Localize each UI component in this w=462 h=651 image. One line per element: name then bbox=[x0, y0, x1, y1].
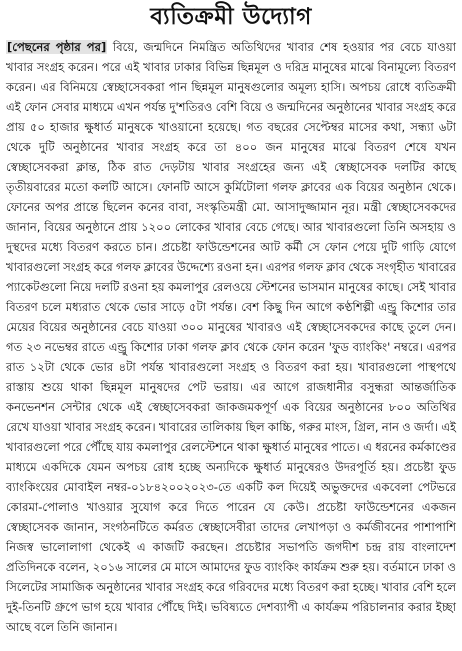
article-body-text: বিয়ে, জন্মদিনে নিমন্ত্রিত অতিথিদের খাবার শেষ হওয়ার পর বেচে যাওয়া খাবার সংগ্রহ করেন। পরে এই খাবার ঢাকার বিভিন্ন ছিন্নমূল ও দরিদ্র মানুষের মাঝে বিনামূল্যে বিতরণ করেন। এর বিনিময়ে স্বেচ্ছাসেবকরা পান ছিন্নমূল মানুষগুলোর অমূল্য হাসি। অপচয় রোধে ব্যতিক্রমী এই ফোন সেবার মাধ্যমে এখন পর্যন্ত দু'শতিরও বেশি বিয়ে ও জন্মদিনের অনুষ্ঠানের খাবার সংগ্রহ করে প্রায় ৫০ হাজার ক্ষুধার্ত মানুষকে খাওয়ানো হয়েছে। গত বছরের সেপ্টেম্বর মাসের কথা, সন্ধ্যা ৬টা থেকে দুটি অনুষ্ঠানের খাবার সংগ্রহ করে তা ৪০০ জন মানুষের মাঝে বিতরণ শেষে যখন স্বেচ্ছাসেবকরা ক্লান্ত, ঠিক রাত দেড়টায় খাবার সংগ্রহের জন্য এই স্বেচ্ছাসেবক দলটির কাছে তৃতীয়বারের মতো কলটি আসে। ফোনটি আসে কুর্মিটোলা গলফ ক্লাবের এক বিয়ের অনুষ্ঠান থেকে। ফোনের অপর প্রান্তে ছিলেন কনের বাবা, সংস্কৃতিমন্ত্রী মো. আসাদুজ্জামান নূর। মন্ত্রী স্বেচ্ছাসেবকদের জানান, বিয়ের অনুষ্ঠানে প্রায় ১২০০ লোকের খাবার বেচে গেছে। আর খাবারগুলো তিনি অসহায় ও দুস্থদের মধ্যে বিতরণ করতে চান। প্রচেষ্টা ফাউন্ডেশনের আট কর্মী সে ফোন পেয়ে দুটি গাড়ি যোগে খাবারগুলো সংগ্রহ করে গলফ ক্লাবের উদ্দেশ্যে রওনা হন। এরপর গলফ ক্লাব থেকে সংগৃহীত খাবারের প্যাকেটগুলো নিয়ে দলটি রওনা হয় কমলাপুর রেলওয়ে স্টেশনের ভাসমান মানুষের কাছে। সেই খাবার বিতরণ চলে মধ্যরাত থেকে ভোর সাড়ে ৫টা পর্যন্ত। বেশ কিছু দিন আগে কণ্ঠশিল্পী এন্ড্রু কিশোর তার মেয়ের বিয়ের অনুষ্ঠানের বেচে যাওয়া ৩০০ মানুষের খাবারও এই স্বেচ্ছাসেবকদের কাছে তুলে দেন। গত ২৩ নভেম্বর রাতে এন্ড্রু কিশোর ঢাকা গলফ ক্লাব থেকে ফোন করেন 'ফুড ব্যাংকিং' নম্বরে। এরপর রাত ১২টা থেকে ভোর ৪টা পর্যন্ত খাবারগুলো সংগ্রহ ও বিতরণ করা হয়। খাবারগুলো পাস্থপথে রাস্তায় শুয়ে থাকা ছিন্নমূল মানুষদের পেট ভরায়। এর আগে রাজধানীর বসুন্ধরা আন্তর্জাতিক কনভেনশন সেন্টার থেকে এই স্বেচ্ছাসেবকরা জাকজমকপূর্ণ এক বিয়ের অনুষ্ঠানের ৮০০ অতিথির রেখে যাওয়া খাবার সংগ্রহ করেন। খাবারের তালিকায় ছিল কাচ্চি, গরুর মাংস, গ্রিল, নান ও জর্দা। এই খাবারগুলো পরে পৌঁছে যায় কমলাপুর রেলস্টেশনে থাকা ক্ষুধার্ত মানুষের পাতে। এ ধরনের কর্মকাণ্ডের মাধ্যমে একদিকে যেমন অপচয় রোধ হচ্ছে অন্যদিকে ক্ষুধার্ত মানুষেরও উদরপূর্তি হয়। প্রচেষ্টা ফুড ব্যাংকিংয়ের মোবাইল নম্বর-০১৮৪২০০২০২৩-তে একটি কল দিয়েই অভুক্তদের একবেলা পেটভরে কোরমা-পোলাও খাওয়ার সুযোগ করে দিতে পারেন যে কেউ। প্রচেষ্টা ফাউন্ডেশনের একজন স্বেচ্ছাসেবক জানান, সংগঠনটিতে কর্মরত স্বেচ্ছাসেবীরা তাদের লেখাপড়া ও কর্মজীবনের পাশাপাশি নিজস্ব ভালোলাগা থেকেই এ কাজটি করছেন। প্রচেষ্টার সভাপতি জগদীশ চন্দ্র রায় বাংলাদেশ প্রতিদিনকে বলেন, ২০১৬ সালের মে মাসে আমাদের ফুড ব্যাংকিং কার্যক্রম শুরু হয়। বর্তমানে ঢাকা ও সিলেটের সামাজিক অনুষ্ঠানের খাবার সংগ্রহ করে গরিবদের মধ্যে বিতরণ করা হচ্ছে। খাবার বেশি হলে দুই-তিনটি গ্রুপে ভাগ হয়ে খাবার পৌঁছে দিই। ভবিষ্যতে দেশব্যাপী এ কার্যক্রম পরিচালনার করার ইচ্ছা আছে বলে তিনি জানান। bbox=[6, 40, 456, 634]
news-article bbox=[6, 0, 456, 651]
continued-from-tag: [পেছনের পৃষ্ঠার পর] bbox=[7, 40, 107, 54]
article-headline: ব্যতিক্রমী উদ্যোগ bbox=[150, 3, 312, 30]
article-body bbox=[6, 37, 456, 637]
